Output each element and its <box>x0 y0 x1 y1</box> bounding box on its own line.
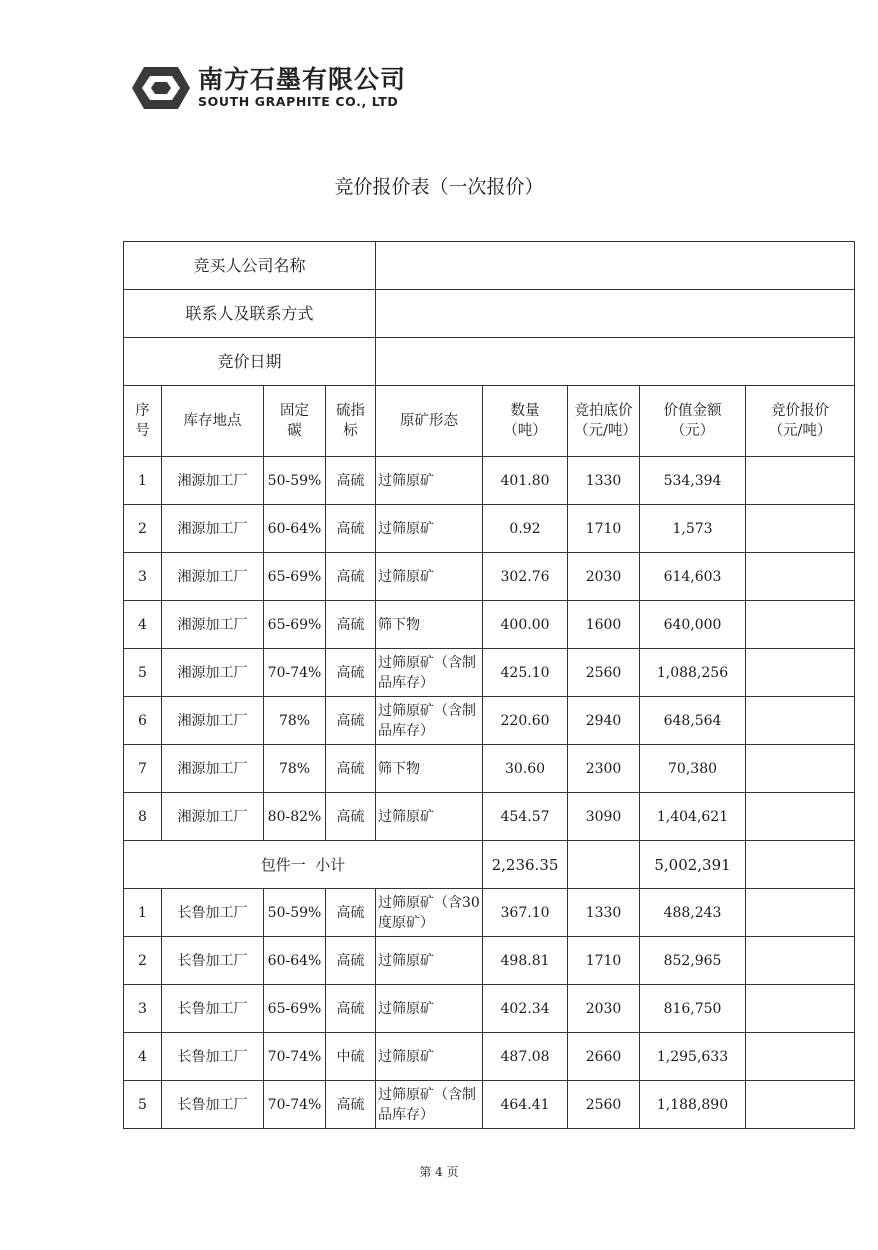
qty-cell: 30.60 <box>483 745 568 793</box>
table-row <box>124 1033 855 1081</box>
col-header-qty: 数量（吨） <box>483 386 568 457</box>
subtotal-qty: 2,236.35 <box>483 841 568 889</box>
subtotal-bid-empty <box>746 841 855 889</box>
carbon-cell: 65-69% <box>264 601 326 649</box>
value-cell: 488,243 <box>640 889 746 937</box>
bid-price-field[interactable] <box>746 649 855 697</box>
value-cell: 1,573 <box>640 505 746 553</box>
seq-cell: 1 <box>124 457 162 505</box>
carbon-cell: 50-59% <box>264 889 326 937</box>
carbon-cell: 80-82% <box>264 793 326 841</box>
info-row-contact <box>124 290 855 338</box>
location-cell: 湘源加工厂 <box>162 553 264 601</box>
carbon-cell: 78% <box>264 697 326 745</box>
value-cell: 1,088,256 <box>640 649 746 697</box>
location-cell: 长鲁加工厂 <box>162 985 264 1033</box>
contact-label: 联系人及联系方式 <box>124 290 376 338</box>
base-price-cell: 2560 <box>568 1081 640 1129</box>
table-row <box>124 1081 855 1129</box>
qty-cell: 487.08 <box>483 1033 568 1081</box>
col-header-location: 库存地点 <box>162 386 264 457</box>
bid-price-field[interactable] <box>746 1081 855 1129</box>
bid-price-field[interactable] <box>746 985 855 1033</box>
subtotal-row <box>124 841 855 889</box>
info-row-date <box>124 338 855 386</box>
qty-cell: 367.10 <box>483 889 568 937</box>
bid-price-field[interactable] <box>746 601 855 649</box>
carbon-cell: 70-74% <box>264 1033 326 1081</box>
qty-cell: 0.92 <box>483 505 568 553</box>
qty-cell: 302.76 <box>483 553 568 601</box>
base-price-cell: 1710 <box>568 505 640 553</box>
bid-price-field[interactable] <box>746 553 855 601</box>
location-cell: 长鲁加工厂 <box>162 1033 264 1081</box>
sulfur-cell: 高硫 <box>326 505 376 553</box>
qty-cell: 220.60 <box>483 697 568 745</box>
table-row <box>124 889 855 937</box>
col-header-seq: 序号 <box>124 386 162 457</box>
form-cell: 过筛原矿 <box>376 937 483 985</box>
sulfur-cell: 高硫 <box>326 889 376 937</box>
table-row <box>124 937 855 985</box>
seq-cell: 5 <box>124 649 162 697</box>
bid-price-field[interactable] <box>746 697 855 745</box>
qty-cell: 454.57 <box>483 793 568 841</box>
base-price-cell: 1330 <box>568 457 640 505</box>
table-row <box>124 649 855 697</box>
info-row-company <box>124 242 855 290</box>
carbon-cell: 78% <box>264 745 326 793</box>
location-cell: 湘源加工厂 <box>162 505 264 553</box>
table-row <box>124 601 855 649</box>
value-cell: 816,750 <box>640 985 746 1033</box>
base-price-cell: 2660 <box>568 1033 640 1081</box>
seq-cell: 2 <box>124 505 162 553</box>
qty-cell: 464.41 <box>483 1081 568 1129</box>
document-title: 竞价报价表（一次报价） <box>334 176 544 198</box>
col-header-base-price: 竞拍底价（元/吨） <box>568 386 640 457</box>
form-cell: 过筛原矿 <box>376 1033 483 1081</box>
base-price-cell: 3090 <box>568 793 640 841</box>
qty-cell: 498.81 <box>483 937 568 985</box>
seq-cell: 8 <box>124 793 162 841</box>
sulfur-cell: 高硫 <box>326 745 376 793</box>
table-row <box>124 457 855 505</box>
form-cell: 过筛原矿（含30度原矿） <box>376 889 483 937</box>
table-row <box>124 745 855 793</box>
location-cell: 湘源加工厂 <box>162 457 264 505</box>
company-name-field[interactable] <box>376 242 855 290</box>
sulfur-cell: 高硫 <box>326 697 376 745</box>
company-name-cn: 南方石墨有限公司 <box>198 65 407 94</box>
subtotal-value: 5,002,391 <box>640 841 746 889</box>
form-cell: 过筛原矿 <box>376 985 483 1033</box>
bid-quotation-table <box>123 241 855 1129</box>
subtotal-base-price-empty <box>568 841 640 889</box>
subtotal-label: 包件一 小计 <box>124 841 483 889</box>
value-cell: 614,603 <box>640 553 746 601</box>
page-number: 第 4 页 <box>419 1165 459 1179</box>
location-cell: 湘源加工厂 <box>162 649 264 697</box>
carbon-cell: 65-69% <box>264 985 326 1033</box>
sulfur-cell: 高硫 <box>326 601 376 649</box>
bid-price-field[interactable] <box>746 1033 855 1081</box>
location-cell: 湘源加工厂 <box>162 601 264 649</box>
table-row <box>124 793 855 841</box>
form-cell: 过筛原矿 <box>376 553 483 601</box>
form-cell: 筛下物 <box>376 601 483 649</box>
seq-cell: 6 <box>124 697 162 745</box>
location-cell: 湘源加工厂 <box>162 697 264 745</box>
sulfur-cell: 高硫 <box>326 649 376 697</box>
sulfur-cell: 高硫 <box>326 457 376 505</box>
location-cell: 长鲁加工厂 <box>162 1081 264 1129</box>
value-cell: 852,965 <box>640 937 746 985</box>
bid-price-field[interactable] <box>746 457 855 505</box>
form-cell: 过筛原矿 <box>376 505 483 553</box>
base-price-cell: 1600 <box>568 601 640 649</box>
value-cell: 1,188,890 <box>640 1081 746 1129</box>
base-price-cell: 2030 <box>568 985 640 1033</box>
sulfur-cell: 高硫 <box>326 937 376 985</box>
location-cell: 湘源加工厂 <box>162 745 264 793</box>
value-cell: 1,295,633 <box>640 1033 746 1081</box>
qty-cell: 400.00 <box>483 601 568 649</box>
seq-cell: 7 <box>124 745 162 793</box>
base-price-cell: 1710 <box>568 937 640 985</box>
qty-cell: 401.80 <box>483 457 568 505</box>
col-header-carbon: 固定碳 <box>264 386 326 457</box>
form-cell: 过筛原矿（含制品库存） <box>376 697 483 745</box>
col-header-bid: 竞价报价（元/吨） <box>746 386 855 457</box>
carbon-cell: 70-74% <box>264 1081 326 1129</box>
company-name-en: SOUTH GRAPHITE CO., LTD <box>198 94 399 109</box>
company-name-block <box>198 66 406 110</box>
location-cell: 湘源加工厂 <box>162 793 264 841</box>
location-cell: 长鲁加工厂 <box>162 889 264 937</box>
bid-date-field[interactable] <box>376 338 855 386</box>
seq-cell: 4 <box>124 601 162 649</box>
value-cell: 640,000 <box>640 601 746 649</box>
carbon-cell: 65-69% <box>264 553 326 601</box>
table-header-row <box>124 386 855 457</box>
carbon-cell: 60-64% <box>264 505 326 553</box>
form-cell: 过筛原矿 <box>376 793 483 841</box>
table-row <box>124 985 855 1033</box>
base-price-cell: 2940 <box>568 697 640 745</box>
contact-field[interactable] <box>376 290 855 338</box>
bid-price-field[interactable] <box>746 745 855 793</box>
company-name-label: 竞买人公司名称 <box>124 242 376 290</box>
form-cell: 过筛原矿（含制品库存） <box>376 649 483 697</box>
base-price-cell: 2030 <box>568 553 640 601</box>
carbon-cell: 60-64% <box>264 937 326 985</box>
seq-cell: 3 <box>124 553 162 601</box>
form-cell: 过筛原矿 <box>376 457 483 505</box>
carbon-cell: 70-74% <box>264 649 326 697</box>
value-cell: 534,394 <box>640 457 746 505</box>
bid-date-label: 竞价日期 <box>124 338 376 386</box>
sulfur-cell: 高硫 <box>326 1081 376 1129</box>
qty-cell: 402.34 <box>483 985 568 1033</box>
bid-price-field[interactable] <box>746 793 855 841</box>
col-header-form: 原矿形态 <box>376 386 483 457</box>
sulfur-cell: 中硫 <box>326 1033 376 1081</box>
table-row <box>124 553 855 601</box>
form-cell: 过筛原矿（含制品库存） <box>376 1081 483 1129</box>
bid-price-field[interactable] <box>746 889 855 937</box>
value-cell: 1,404,621 <box>640 793 746 841</box>
sulfur-cell: 高硫 <box>326 985 376 1033</box>
col-header-value: 价值金额（元） <box>640 386 746 457</box>
location-cell: 长鲁加工厂 <box>162 937 264 985</box>
seq-cell: 3 <box>124 985 162 1033</box>
company-logo-icon <box>130 65 192 111</box>
base-price-cell: 2560 <box>568 649 640 697</box>
seq-cell: 4 <box>124 1033 162 1081</box>
seq-cell: 5 <box>124 1081 162 1129</box>
bid-price-field[interactable] <box>746 505 855 553</box>
form-cell: 筛下物 <box>376 745 483 793</box>
value-cell: 70,380 <box>640 745 746 793</box>
table-row <box>124 697 855 745</box>
company-header <box>130 64 406 112</box>
seq-cell: 1 <box>124 889 162 937</box>
base-price-cell: 2300 <box>568 745 640 793</box>
table-row <box>124 505 855 553</box>
col-header-sulfur: 硫指标 <box>326 386 376 457</box>
seq-cell: 2 <box>124 937 162 985</box>
bid-price-field[interactable] <box>746 937 855 985</box>
value-cell: 648,564 <box>640 697 746 745</box>
sulfur-cell: 高硫 <box>326 553 376 601</box>
sulfur-cell: 高硫 <box>326 793 376 841</box>
qty-cell: 425.10 <box>483 649 568 697</box>
carbon-cell: 50-59% <box>264 457 326 505</box>
base-price-cell: 1330 <box>568 889 640 937</box>
